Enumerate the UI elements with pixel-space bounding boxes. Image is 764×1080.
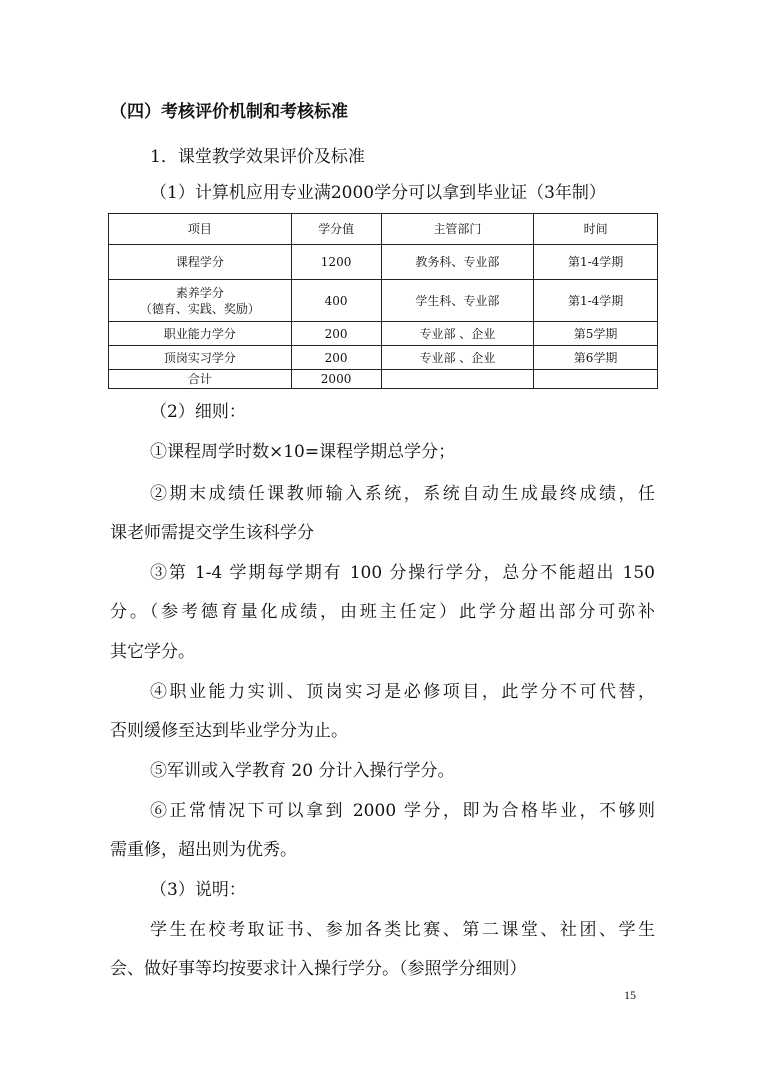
header-credits: 学分值	[291, 214, 381, 245]
rule-6-line-1: ⑥正常情况下可以拿到 2000 学分，即为合格毕业，不够则	[150, 801, 655, 821]
section-heading: （四）考核评价机制和考核标准	[110, 102, 348, 122]
rule-5: ⑤军训或入学教育 20 分计入操行学分。	[150, 761, 455, 781]
table-row	[109, 245, 658, 280]
rule-3-line-3: 其它学分。	[110, 642, 195, 662]
table-row	[109, 346, 658, 370]
cell-dept	[381, 370, 534, 389]
cell-dept: 教务科、专业部	[381, 245, 534, 280]
cell-item: 职业能力学分	[109, 322, 292, 346]
rule-4-line-2: 否则缓修至达到毕业学分为止。	[110, 721, 348, 741]
cell-item: 合计	[109, 370, 292, 389]
cell-item: 课程学分	[109, 245, 292, 280]
notes-heading: （3）说明：	[150, 880, 246, 900]
cell-item	[109, 280, 292, 322]
table-row	[109, 280, 658, 322]
subsection-heading: 1．课堂教学效果评价及标准	[150, 147, 365, 167]
cell-credits: 200	[291, 322, 381, 346]
table-header-row	[109, 214, 658, 245]
notes-line-1: 学生在校考取证书、参加各类比赛、第二课堂、社团、学生	[150, 920, 655, 940]
rule-3-line-1: ③第 1-4 学期每学期有 100 分操行学分，总分不能超出 150	[150, 563, 655, 583]
header-item: 项目	[109, 214, 292, 245]
rule-2-line-2: 课老师需提交学生该科学分	[110, 523, 314, 543]
rule-2-line-1: ②期末成绩任课教师输入系统，系统自动生成最终成绩，任	[150, 484, 655, 504]
rule-4-line-1: ④职业能力实训、顶岗实习是必修项目，此学分不可代替，	[150, 682, 655, 702]
cell-time: 第6学期	[534, 346, 658, 370]
cell-time	[534, 370, 658, 389]
cell-credits: 1200	[291, 245, 381, 280]
header-dept: 主管部门	[381, 214, 534, 245]
cell-item: 顶岗实习学分	[109, 346, 292, 370]
table-title: （1）计算机应用专业满2000学分可以拿到毕业证（3年制）	[150, 183, 606, 203]
table-row	[109, 322, 658, 346]
cell-credits: 2000	[291, 370, 381, 389]
page-number: 15	[624, 988, 636, 1002]
cell-time: 第1-4学期	[534, 245, 658, 280]
cell-dept: 学生科、专业部	[381, 280, 534, 322]
credits-table	[108, 213, 658, 389]
cell-time: 第5学期	[534, 322, 658, 346]
cell-dept: 专业部 、企业	[381, 322, 534, 346]
cell-item-sub: （德育、实践、奖励）	[139, 301, 260, 316]
header-time: 时间	[534, 214, 658, 245]
cell-credits: 200	[291, 346, 381, 370]
cell-dept: 专业部 、企业	[381, 346, 534, 370]
notes-line-2: 会、做好事等均按要求计入操行学分。（参照学分细则）	[110, 959, 527, 979]
rule-1: ①课程周学时数×10=课程学期总学分；	[150, 442, 456, 462]
cell-time: 第1-4学期	[534, 280, 658, 322]
table-total-row	[109, 370, 658, 389]
cell-credits: 400	[291, 280, 381, 322]
rules-heading: （2）细则：	[150, 402, 246, 422]
rule-6-line-2: 需重修，超出则为优秀。	[110, 840, 297, 860]
rule-3-line-2: 分。（参考德育量化成绩，由班主任定）此学分超出部分可弥补	[110, 602, 655, 622]
cell-item-main: 素养学分	[175, 285, 224, 300]
